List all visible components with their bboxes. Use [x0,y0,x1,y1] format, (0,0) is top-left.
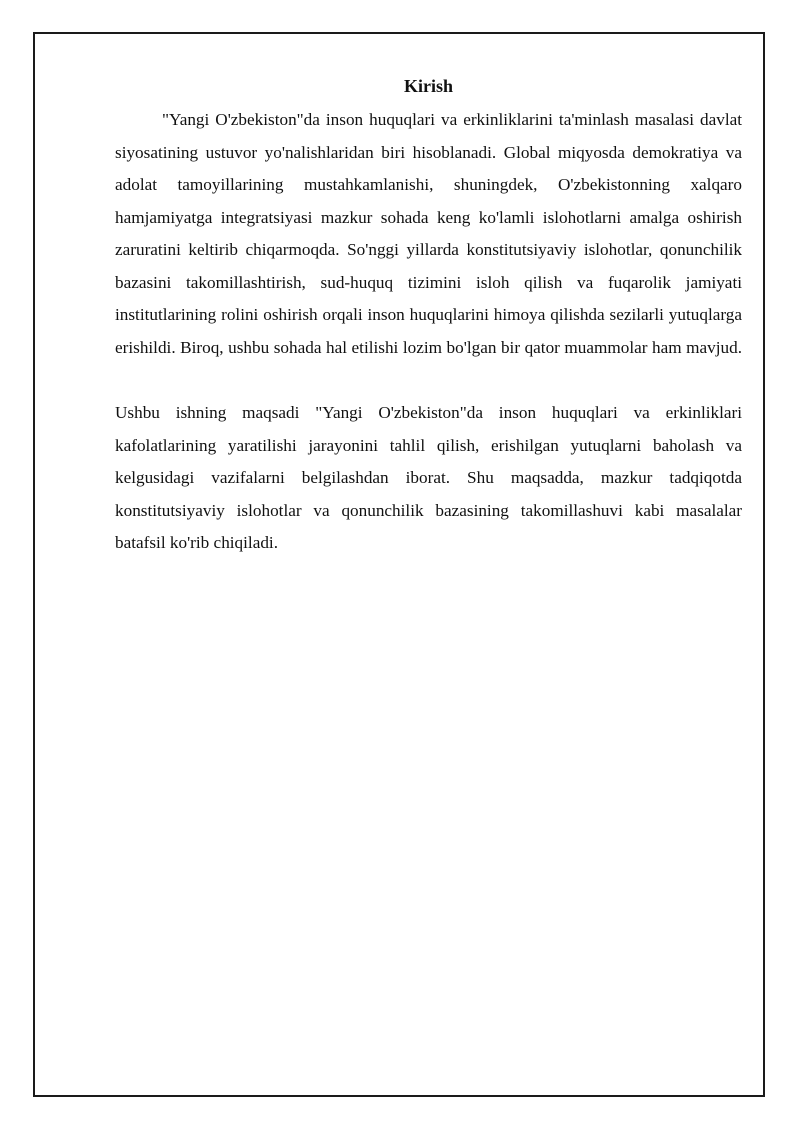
paragraph-purpose: Ushbu ishning maqsadi "Yangi O'zbekiston"da inson huquqlari va erkinliklari kafolatlarining yaratilishi jarayonini tahlil qilish, erishilgan yutuqlarni baholash va kelgusidagi vazifalarni belgilashdan iborat. Shu maqsadda, mazkur tadqiqotda konstitutsiyaviy islohotlar va qonunchilik bazasining takomillashuvi kabi masalalar batafsil ko'rib chiqiladi. [115,403,742,552]
paragraph-spacer [115,364,742,397]
document-body [115,74,742,560]
paragraph-intro: "Yangi O'zbekiston"da inson huquqlari va erkinliklarini ta'minlash masalasi davlat siyosatining ustuvor yo'nalishlaridan biri hisoblanadi. Global miqyosda demokratiya va adolat tamoyillarining mustahkamlanishi, shuningdek, O'zbekistonning xalqaro hamjamiyatga integratsiyasi mazkur sohada keng ko'lamli islohotlarni amalga oshirish zaruratini keltirib chiqarmoqda. So'nggi yillarda konstitutsiyaviy islohotlar, qonunchilik bazasini takomillashtirish, sud-huquq tizimini isloh qilish va fuqarolik jamiyati institutlarining rolini oshirish orqali inson huquqlarini himoya qilishda sezilarli yutuqlarga erishildi. Biroq, ushbu sohada hal etilishi lozim bo'lgan bir qator muammolar ham mavjud. [115,110,742,357]
section-heading: Kirish [403,76,453,96]
